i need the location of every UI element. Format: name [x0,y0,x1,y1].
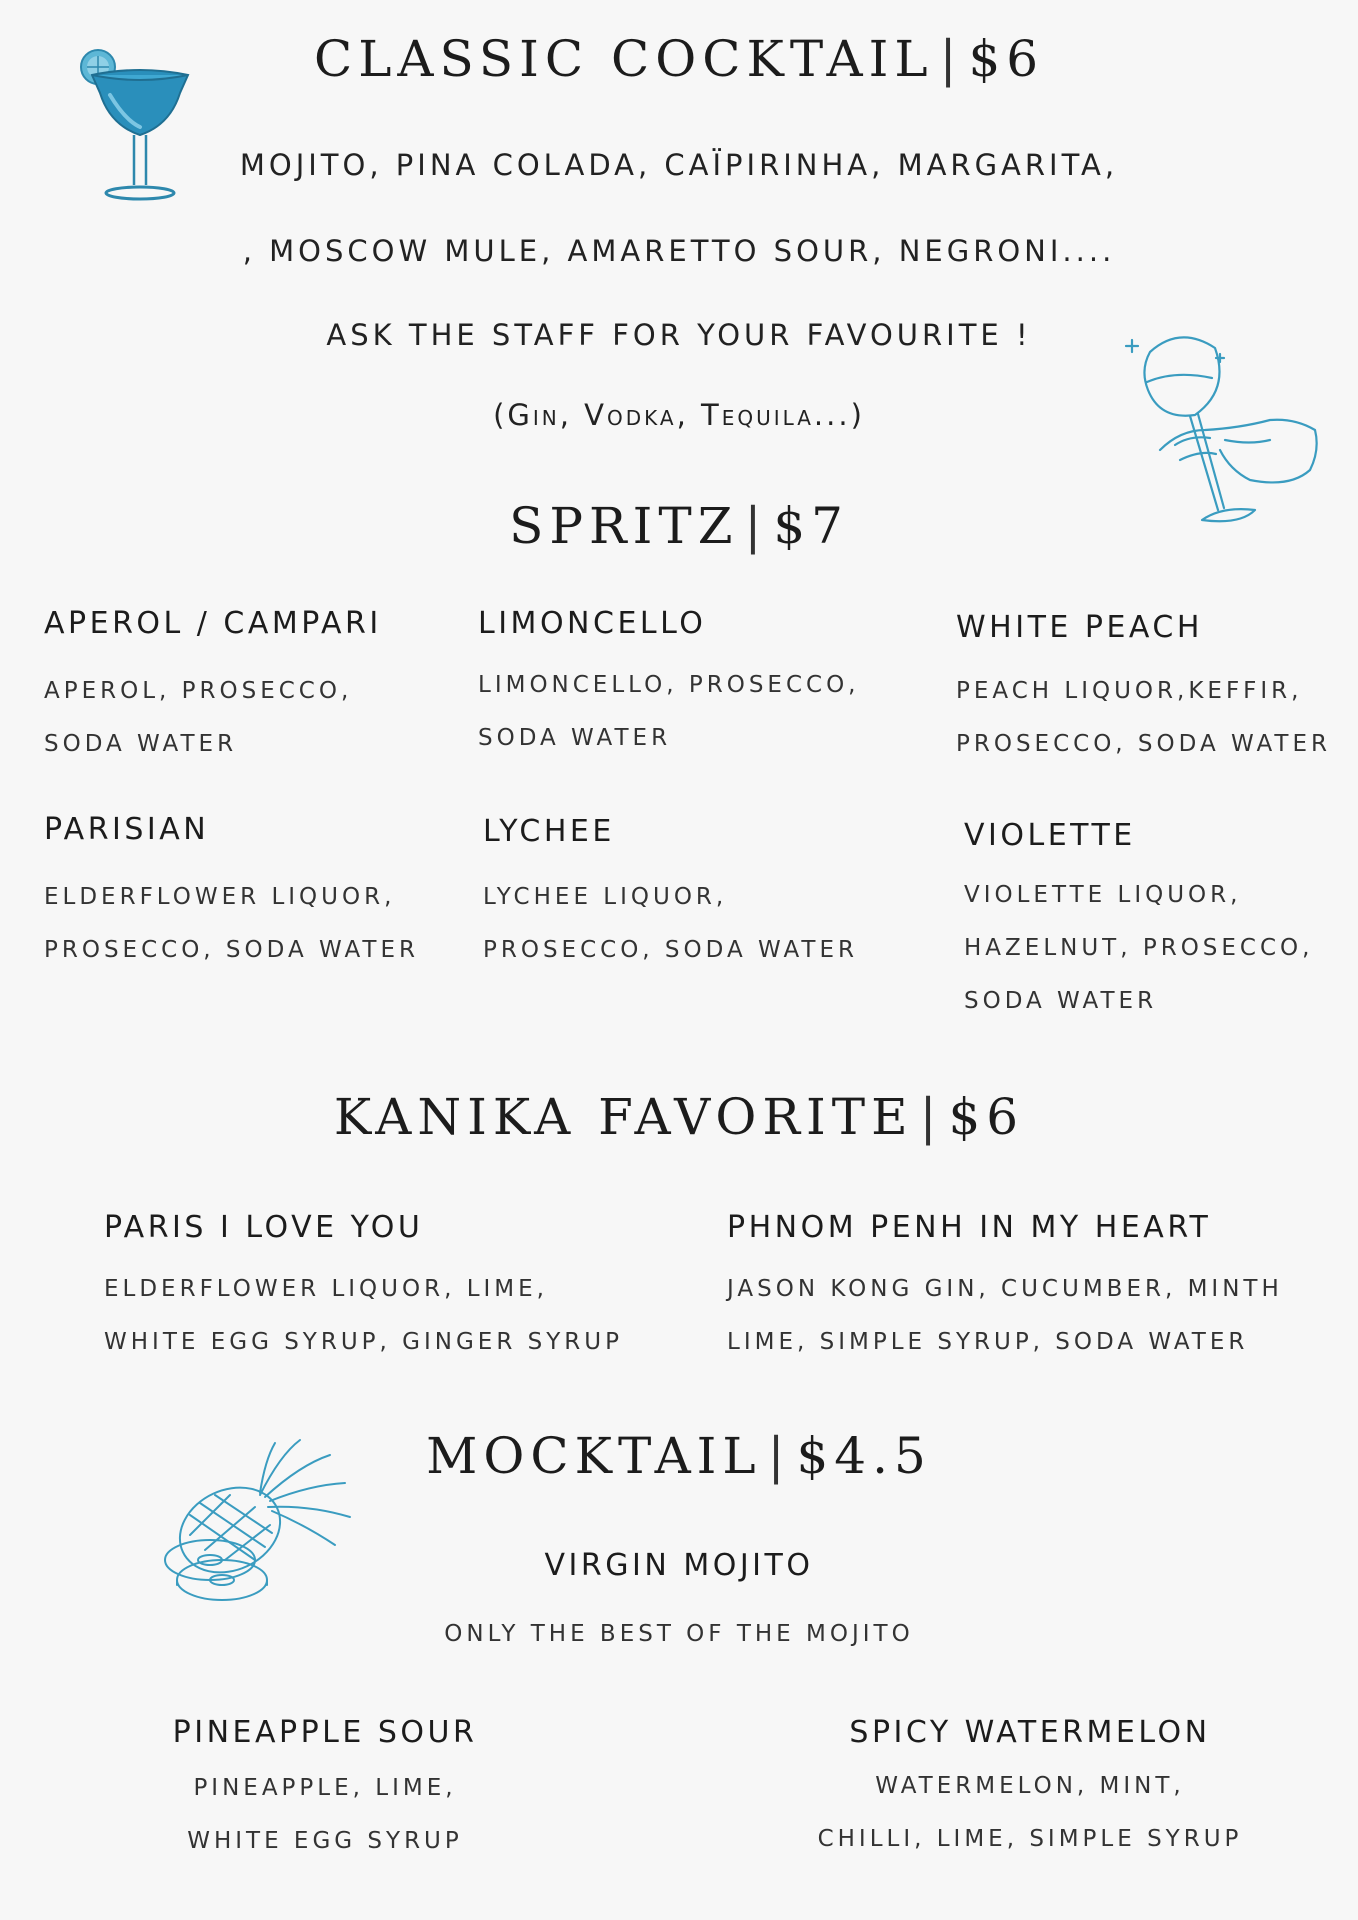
mocktail-title: MOCKTAIL [426,1427,762,1485]
item-desc: LYCHEE LIQUOR, [483,884,728,910]
spritz-item-aperol [44,606,382,771]
item-desc: WHITE EGG SYRUP, GINGER SYRUP [104,1329,623,1355]
mocktail-featured-desc: ONLY THE BEST OF THE MOJITO [444,1621,914,1647]
item-name: VIOLETTE [964,818,1136,853]
mocktail-heading: MOCKTAIL | $4.5 [426,1427,932,1485]
item-desc: VIOLETTE LIQUOR, [964,882,1242,908]
kanika-item-paris [104,1210,623,1369]
classic-ask-staff: ASK THE STAFF FOR YOUR FAVOURITE ! [326,318,1032,352]
classic-title: CLASSIC COCKTAIL [313,30,934,88]
spritz-item-parisian [44,812,419,977]
mocktail-price: $4.5 [796,1427,932,1485]
spritz-item-limoncello [478,606,860,765]
item-name: PHNOM PENH IN MY HEART [727,1210,1212,1245]
item-desc: WATERMELON, MINT, [875,1773,1185,1799]
item-desc: PROSECCO, SODA WATER [44,937,419,963]
item-name: SPICY WATERMELON [849,1715,1211,1750]
item-name: LIMONCELLO [478,606,707,641]
item-desc: ELDERFLOWER LIQUOR, LIME, [104,1276,548,1302]
item-name: PINEAPPLE SOUR [172,1715,478,1750]
spritz-item-white-peach [956,610,1331,771]
kanika-item-phnom-penh [727,1210,1283,1369]
item-desc: SODA WATER [478,725,672,751]
spritz-item-violette [964,818,1313,1028]
item-desc: PEACH LIQUOR,KEFFIR, [956,678,1303,704]
classic-spirits: (Gin, Vodka, Tequila...) [493,398,865,432]
kanika-title: KANIKA FAVORITE [333,1088,914,1146]
item-name: PARIS I LOVE YOU [104,1210,424,1245]
item-desc: CHILLI, LIME, SIMPLE SYRUP [817,1826,1243,1852]
item-desc: LIMONCELLO, PROSECCO, [478,672,860,698]
spritz-title: SPRITZ [509,497,739,555]
item-name: WHITE PEACH [956,610,1203,645]
item-name: PARISIAN [44,812,210,847]
kanika-price: $6 [948,1088,1025,1146]
item-desc: SODA WATER [44,731,238,757]
classic-price: $6 [968,30,1045,88]
kanika-heading: KANIKA FAVORITE | $6 [333,1088,1025,1146]
item-name: APEROL / CAMPARI [44,606,382,641]
item-desc: APEROL, PROSECCO, [44,678,353,704]
mocktail-item-pineapple-sour [125,1715,525,1868]
item-desc: PINEAPPLE, LIME, [193,1775,457,1801]
item-desc: ELDERFLOWER LIQUOR, [44,884,396,910]
item-desc: JASON KONG GIN, CUCUMBER, MINTH [727,1276,1283,1302]
classic-line-2: , MOSCOW MULE, AMARETTO SOUR, NEGRONI.... [242,234,1116,268]
item-desc: HAZELNUT, PROSECCO, [964,935,1314,961]
item-desc: PROSECCO, SODA WATER [483,937,858,963]
spritz-heading: SPRITZ | $7 [509,497,849,555]
spritz-item-lychee [483,814,858,977]
item-desc: WHITE EGG SYRUP [187,1828,463,1854]
classic-cocktail-heading: CLASSIC COCKTAIL | $6 [313,30,1045,88]
mocktail-item-spicy-watermelon [790,1715,1270,1866]
item-desc: SODA WATER [964,988,1158,1014]
classic-line-1: MOJITO, PINA COLADA, CAÏPIRINHA, MARGARITA, [239,148,1119,182]
item-desc: PROSECCO, SODA WATER [956,731,1331,757]
mocktail-featured-name: VIRGIN MOJITO [544,1548,814,1583]
item-desc: LIME, SIMPLE SYRUP, SODA WATER [727,1329,1249,1355]
item-name: LYCHEE [483,814,615,849]
spritz-price: $7 [773,497,849,555]
